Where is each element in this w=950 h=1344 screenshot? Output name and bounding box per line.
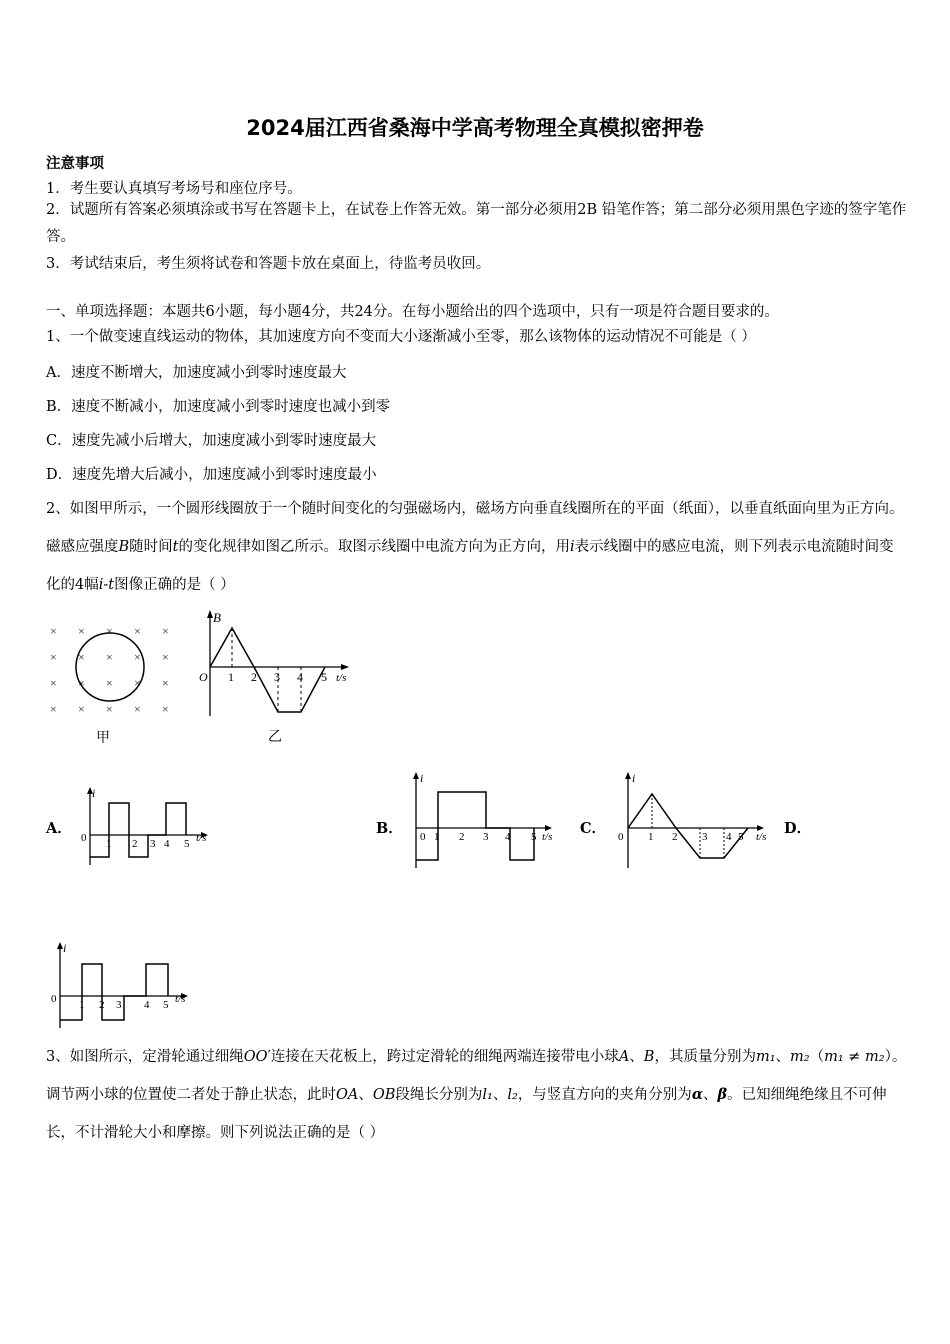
field-cross-0-3: ×: [134, 624, 141, 638]
svg-text:1: 1: [106, 838, 112, 850]
field-cross-2-0: ×: [50, 676, 57, 690]
svg-text:5: 5: [163, 999, 169, 1011]
section-1-heading: 一、单项选择题：本题共6小题，每小题4分，共24分。在每小题给出的四个选项中，只有一项是符合题目要求的。: [46, 304, 779, 320]
svg-text:2: 2: [132, 838, 138, 850]
field-cross-2-2: ×: [106, 676, 113, 690]
q3-stem: 3、如图所示，定滑轮通过细绳OO′连接在天花板上，跨过定滑轮的细绳两端连接带电小球A、B，其质量分别为m₁、m₂（m₁ ≠ m₂）。调节两小球的位置使二者处于静止状态，此时OA、OB段绳长分别为l₁、l₂，与竖直方向的夹角分别为α、β。已知细绳绝缘且不可伸长，不计滑轮大小和摩擦。则下列说法正确的是（ ）: [46, 1049, 907, 1141]
field-cross-3-1: ×: [78, 702, 85, 716]
svg-text:0: 0: [81, 832, 87, 844]
q2-stem: 2、如图甲所示，一个圆形线圈放于一个随时间变化的匀强磁场内，磁场方向垂直线圈所在的平面（纸面），以垂直纸面向里为正方向。磁感应强度B随时间t的变化规律如图乙所示。取图示线圈中电流方向为正方向，用i表示线圈中的感应电流，则下列表示电流随时间变化的4幅i-t图像正确的是（ ）: [46, 501, 904, 593]
svg-text:0: 0: [420, 831, 426, 843]
svg-text:5: 5: [531, 831, 537, 843]
field-cross-3-4: ×: [162, 702, 169, 716]
option-d-graph[interactable]: [46, 940, 206, 1032]
field-cross-1-1: ×: [78, 650, 85, 664]
svg-text:i: i: [92, 786, 96, 800]
svg-text:5: 5: [738, 831, 744, 843]
svg-text:0: 0: [51, 993, 57, 1005]
svg-text:t/s: t/s: [175, 993, 186, 1005]
q1-option-a: A．速度不断增大，加速度减小到零时速度最大: [46, 365, 347, 381]
field-cross-1-0: ×: [50, 650, 57, 664]
svg-text:1: 1: [434, 831, 440, 843]
axis-label-b: B: [213, 610, 221, 625]
svg-text:4: 4: [144, 999, 150, 1011]
svg-text:3: 3: [116, 999, 122, 1011]
coil-circle: [76, 633, 144, 701]
option-b-label[interactable]: B．: [376, 820, 403, 837]
page-title: 2024届江西省桑海中学高考物理全真模拟密押卷: [246, 116, 704, 140]
field-cross-1-3: ×: [134, 650, 141, 664]
field-cross-1-4: ×: [162, 650, 169, 664]
q1-stem: 1、一个做变速直线运动的物体，其加速度方向不变而大小逐渐减小至零，那么该物体的运动情况不可能是（ ）: [46, 329, 756, 345]
option-d-label[interactable]: D．: [784, 820, 812, 837]
svg-text:0: 0: [618, 831, 624, 843]
tick-1: 1: [228, 670, 234, 684]
option-a-label[interactable]: A．: [46, 820, 72, 837]
notice-item-1: 1．考生要认真填写考场号和座位序号。: [46, 181, 302, 197]
field-cross-2-4: ×: [162, 676, 169, 690]
figure-yi-b-t-graph: [195, 608, 360, 748]
notice-item-2: 2．试题所有答案必须填涂或书写在答题卡上，在试卷上作答无效。第一部分必须用2B 铅笔作答；第二部分必须用黑色字迹的签字笔作答。: [46, 202, 907, 245]
svg-text:3: 3: [150, 838, 156, 850]
svg-text:4: 4: [505, 831, 511, 843]
svg-text:1: 1: [648, 831, 654, 843]
tick-5: 5: [321, 670, 327, 684]
field-cross-2-1: ×: [78, 676, 85, 690]
svg-text:5: 5: [184, 838, 190, 850]
figure-jia-coil: [40, 615, 180, 750]
svg-text:4: 4: [726, 831, 732, 843]
svg-text:3: 3: [483, 831, 489, 843]
q1-option-b: B．速度不断减小，加速度减小到零时速度也减小到零: [46, 399, 391, 415]
origin-label: O: [199, 670, 208, 684]
svg-text:4: 4: [164, 838, 170, 850]
figure-yi-label: 乙: [268, 730, 282, 745]
option-a-graph[interactable]: [78, 785, 218, 870]
tick-4: 4: [297, 670, 303, 684]
svg-text:1: 1: [79, 999, 85, 1011]
field-cross-0-4: ×: [162, 624, 169, 638]
field-cross-0-0: ×: [50, 624, 57, 638]
svg-text:t/s: t/s: [196, 832, 207, 844]
svg-text:2: 2: [99, 999, 105, 1011]
notice-item-3: 3．考试结束后，考生须将试卷和答题卡放在桌面上，待监考员收回。: [46, 256, 491, 272]
q1-option-d: D．速度先增大后减小，加速度减小到零时速度最小: [46, 467, 377, 483]
field-cross-0-2: ×: [106, 624, 113, 638]
option-b-graph[interactable]: [402, 770, 572, 872]
figure-jia-label: 甲: [96, 731, 110, 746]
svg-text:2: 2: [672, 831, 678, 843]
svg-text:i: i: [420, 771, 424, 785]
svg-text:i: i: [632, 771, 636, 785]
option-c-label[interactable]: C．: [580, 820, 607, 837]
svg-text:2: 2: [459, 831, 465, 843]
field-cross-grid: [50, 624, 169, 716]
tick-2: 2: [251, 670, 257, 684]
field-cross-3-2: ×: [106, 702, 113, 716]
notice-heading: 注意事项: [46, 155, 104, 172]
field-cross-3-0: ×: [50, 702, 57, 716]
svg-text:3: 3: [702, 831, 708, 843]
svg-text:i: i: [63, 941, 67, 955]
field-cross-3-3: ×: [134, 702, 141, 716]
svg-text:t/s: t/s: [542, 831, 553, 843]
option-c-graph[interactable]: [612, 770, 782, 872]
axis-label-t: t/s: [336, 672, 347, 684]
field-cross-2-3: ×: [134, 676, 141, 690]
svg-text:t/s: t/s: [756, 831, 767, 843]
tick-3: 3: [274, 670, 280, 684]
field-cross-0-1: ×: [78, 624, 85, 638]
q1-option-c: C．速度先减小后增大，加速度减小到零时速度最大: [46, 433, 377, 449]
field-cross-1-2: ×: [106, 650, 113, 664]
